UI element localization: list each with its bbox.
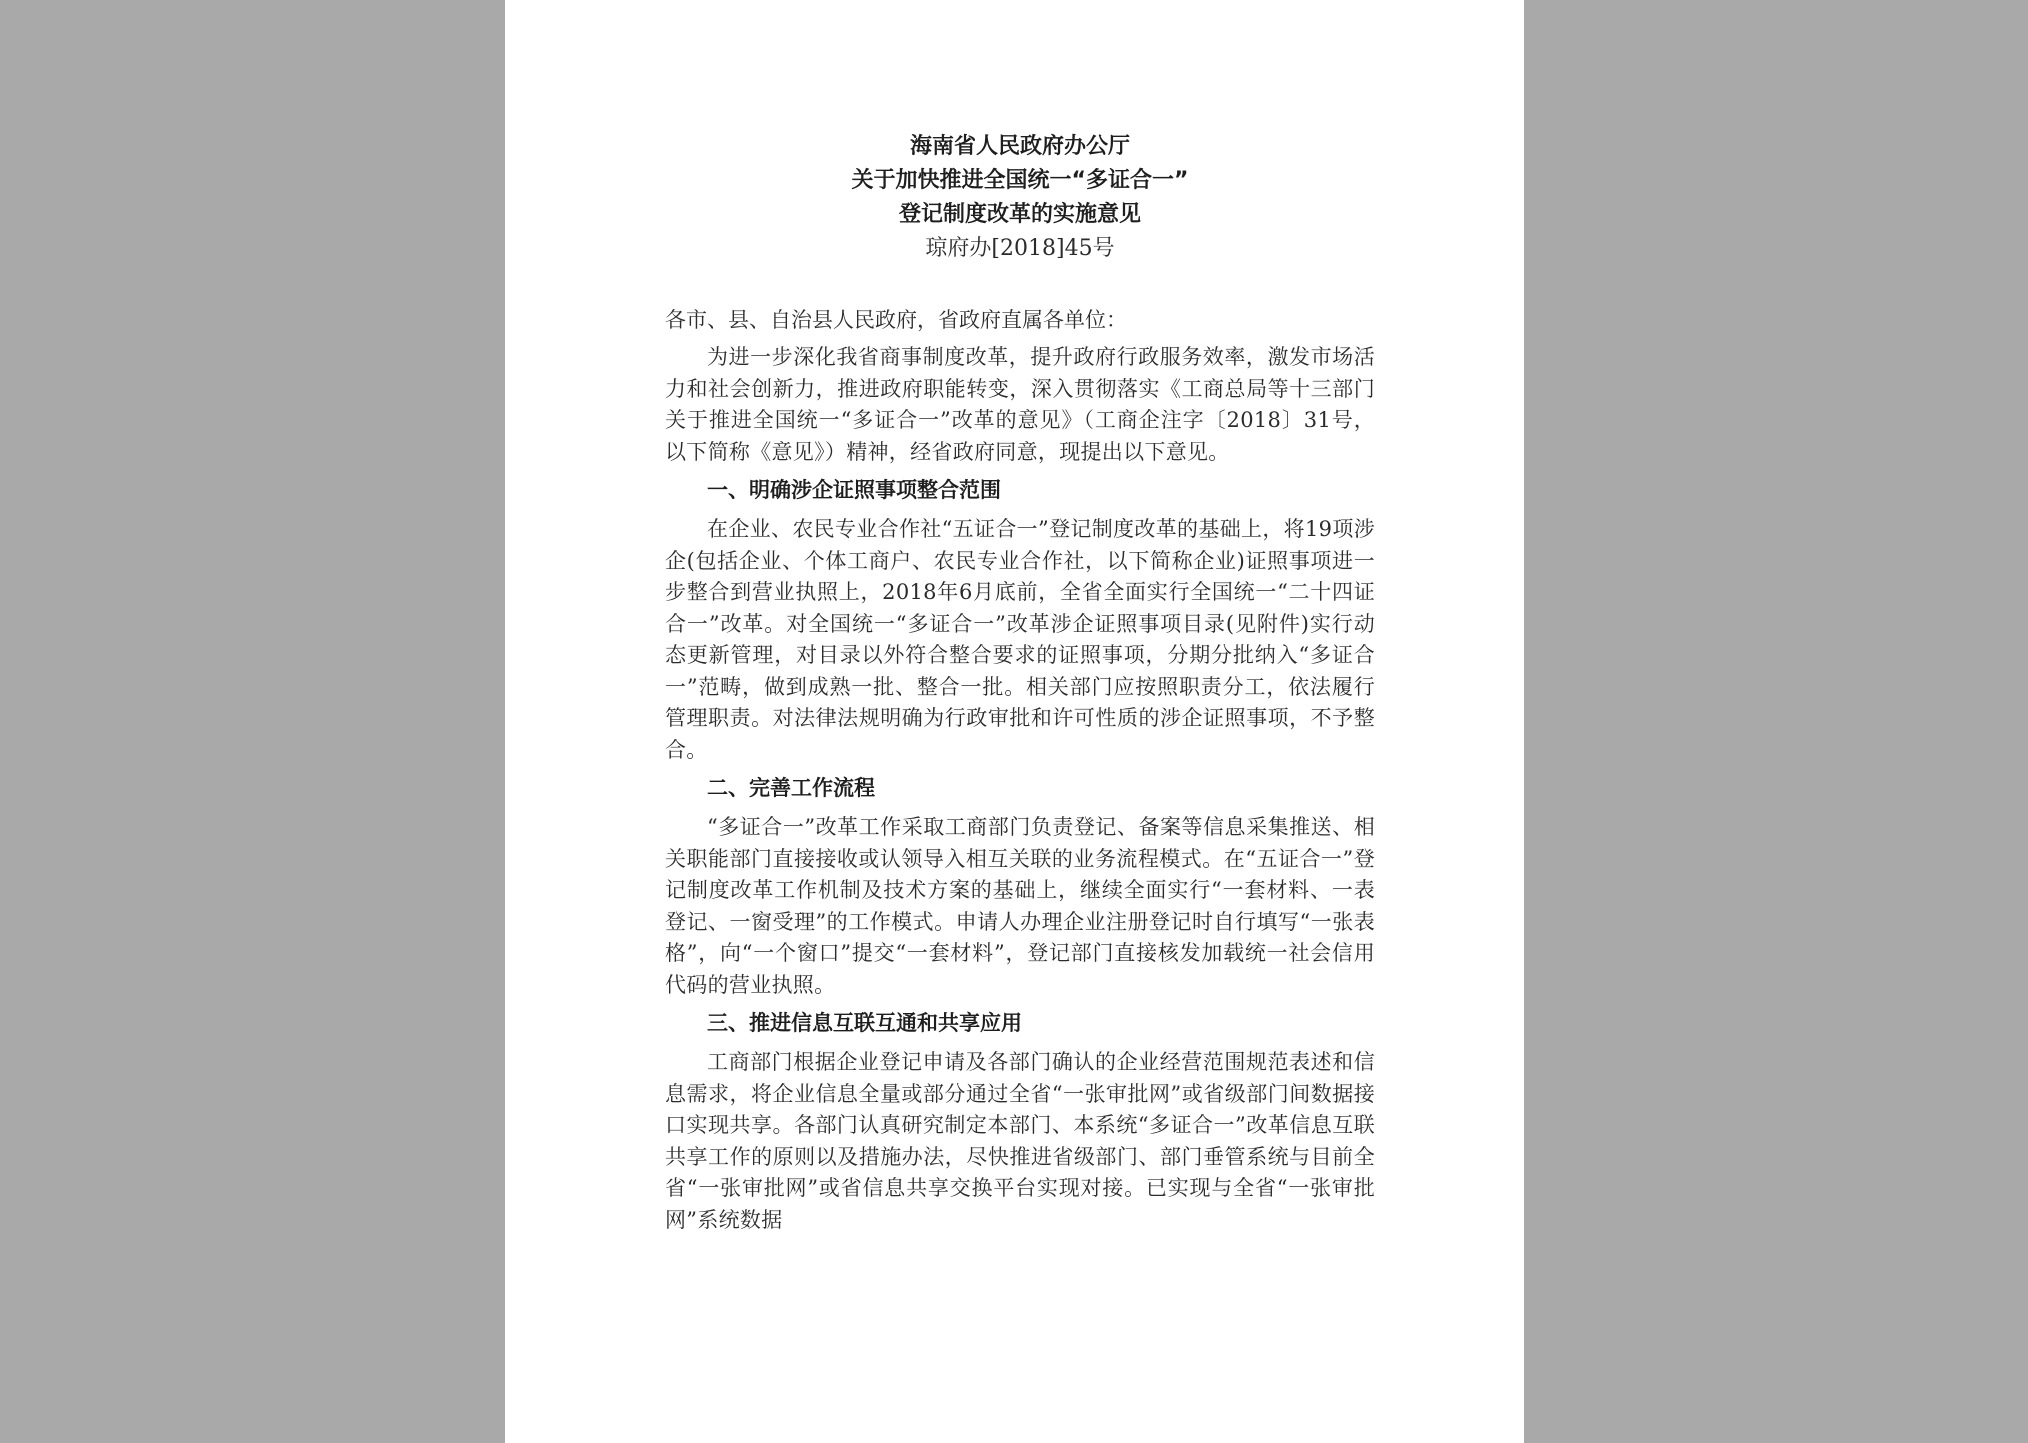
document-title-line-1: 海南省人民政府办公厅 [909,134,1130,159]
document-title-line-3: 登记制度改革的实施意见 [898,202,1141,227]
salutation: 各市、县、自治县人民政府，省政府直属各单位： [665,308,1127,332]
section-heading-3: 三、推进信息互联互通和共享应用 [707,1011,1022,1035]
document-number: 琼府办[2018]45号 [925,236,1115,261]
section-body-1: 在企业、农民专业合作社“五证合一”登记制度改革的基础上，将19项涉企(包括企业、个体工商户、农民专业合作社，以下简称企业)证照事项进一步整合到营业执照上，2018年6月底前，全省全面实行全国统一“二十四证合一”改革。对全国统一“多证合一”改革涉企证照事项目录(见附件)实行动态更新管理，对目录以外符合整合要求的证照事项，分期分批纳入“多证合一”范畴，做到成熟一批、整合一批。相关部门应按照职责分工，依法履行管理职责。对法律法规明确为行政审批和许可性质的涉企证照事项，不予整合。 [665,517,1375,762]
intro-paragraph: 为进一步深化我省商事制度改革，提升政府行政服务效率，激发市场活力和社会创新力，推进政府职能转变，深入贯彻落实《工商总局等十三部门关于推进全国统一“多证合一”改革的意见》（工商企注字〔2018〕31号，以下简称《意见》）精神，经省政府同意，现提出以下意见。 [665,345,1375,464]
section-heading-2: 二、完善工作流程 [707,776,875,800]
document-title-line-2: 关于加快推进全国统一“多证合一” [851,168,1189,193]
section-heading-1: 一、明确涉企证照事项整合范围 [707,478,1001,502]
document-body [665,130,1375,1240]
section-body-3: 工商部门根据企业登记申请及各部门确认的企业经营范围规范表述和信息需求，将企业信息全量或部分通过全省“一张审批网”或省级部门间数据接口实现共享。各部门认真研究制定本部门、本系统“多证合一”改革信息互联共享工作的原则以及措施办法，尽快推进省级部门、部门垂管系统与目前全省“一张审批网”或省信息共享交换平台实现对接。已实现与全省“一张审批网”系统数据 [665,1050,1375,1232]
document-page [505,0,1524,1443]
section-body-2: “多证合一”改革工作采取工商部门负责登记、备案等信息采集推送、相关职能部门直接接收或认领导入相互关联的业务流程模式。在“五证合一”登记制度改革工作机制及技术方案的基础上，继续全面实行“一套材料、一表登记、一窗受理”的工作模式。申请人办理企业注册登记时自行填写“一张表格”，向“一个窗口”提交“一套材料”，登记部门直接核发加载统一社会信用代码的营业执照。 [665,815,1375,997]
